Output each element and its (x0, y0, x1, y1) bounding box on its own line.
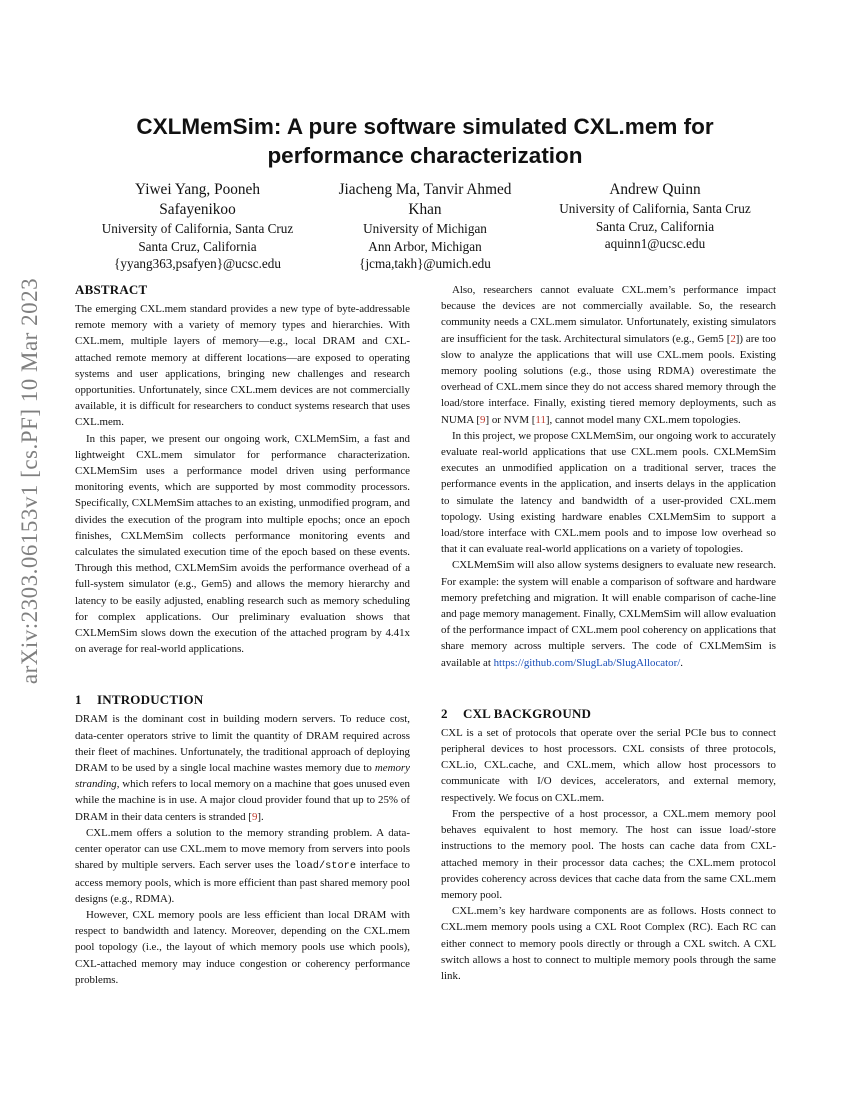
author-email: {yyang363,psafyen}@ucsc.edu (114, 256, 281, 271)
text-run: CXL.mem offers a solution to the memory stranding problem. A data-center operator can use CXL.mem to move memory from servers into pools shared by multiple servers. Each server uses the (75, 826, 410, 872)
text-run: ]. (257, 810, 264, 823)
section-title: CXL BACKGROUND (463, 705, 592, 721)
paper-title (75, 112, 775, 170)
text-run: ], cannot model many CXL.mem topologies. (545, 413, 741, 426)
section-heading-cxl-background (441, 706, 776, 722)
text-run: interface to access memory pools, which is more efficient than past shared memory pool designs (e.g., RDMA). (75, 859, 410, 905)
author-block-2 (305, 180, 545, 273)
author-email: aquinn1@ucsc.edu (604, 236, 706, 251)
background-paragraph: CXL.mem’s key hardware components are as follows. Hosts connect to CXL.mem memory pools using a CXL Root Complex (RC). Each RC can either connect to memory pools directly or through a CXL switch. A CXL switch allows a host to connect to multiple memory pools through the same link. (441, 905, 776, 982)
author-affiliation: University of California, Santa Cruz (101, 221, 294, 236)
inline-code: load/store (294, 860, 357, 873)
title-line-2: performance characterization (267, 143, 583, 168)
background-paragraph: From the perspective of a host processor, a CXL.mem memory pool behaves equivalent to host memory. The host can issue load/-store instructions to the memory pool. The hosts can cache data from CXL-attached memory in their processor data caches; the CXL.mem protocol provides coherency across devices that cache data from the same CXL.mem memory pool. (441, 807, 776, 901)
arxiv-id: arXiv:2303.06153v1 [cs.PF] 10 Mar 2023 (17, 277, 43, 685)
author-names: Andrew Quinn (609, 181, 701, 198)
intro-paragraph: However, CXL memory pools are less efficient than local DRAM with respect to bandwidth and latency. Moreover, depending on the CXL.mem pool topology (i.e., the layout of which memory pools use which pools), CXL-attached memory may induce congestion or coherency performance problems. (75, 908, 410, 986)
citation-link[interactable]: 9 (480, 413, 486, 426)
emphasis: memory stranding (75, 762, 410, 791)
text-run: . (680, 656, 683, 669)
text-run: ] or NVM [ (485, 413, 536, 426)
section-title: INTRODUCTION (97, 692, 204, 708)
text-run: DRAM is the dominant cost in building modern servers. To reduce cost, data-center operators strive to limit the quantity of DRAM required across their fleet of machines. Unfortunately, the traditional approach of deploying DRAM to be used by a single local machine wastes memory due to (75, 713, 410, 775)
author-names-cont: Khan (408, 201, 442, 218)
citation-link[interactable]: 9 (251, 810, 258, 823)
title-line-1: CXLMemSim: A pure software simulated CXL.mem for (136, 114, 714, 139)
text-run: CXLMemSim will also allow systems designers to evaluate new research. For example: the system will enable a comparison of software and hardware memory prefetching and migration. It will enable comparison of cache-line and page memory management. Finally, CXLMemSim will allow evaluation of the performance impact of CXL.mem pool coherency on applications that share memory across multiple servers. The code of CXLMemSim is available at (441, 559, 776, 669)
section-number: 2 (441, 705, 448, 721)
intro-paragraph (75, 825, 410, 907)
abstract-paragraph: The emerging CXL.mem standard provides a new type of byte-addressable remote memory with a variety of memory types and hierarchies. With CXL.mem, multiple layers of memory—e.g., local DRAM and CXL-attached remote memory at different locations—are exposed to operating systems and user applications, bringing new challenges and research opportunities. Unfortunately, since CXL.mem devices are not commercially available, it is difficult for researchers to conduct systems research that uses CXL.mem. (75, 303, 410, 429)
author-email: {jcma,takh}@umich.edu (359, 256, 491, 271)
background-paragraph: CXL is a set of protocols that operate over the serial PCIe bus to connect peripheral devices to host processors. CXL consists of three protocols, CXL.io, CXL.cache, and CXL.mem, which allow host processors to communicate with I/O devices, accelerators, and external memory, respectively. We focus on CXL.mem. (441, 726, 776, 804)
text-run: Also, researchers cannot evaluate CXL.mem’s performance impact because the devices are not commercially available. So, the research community needs a CXL.mem simulator. Unfortunately, existing simulators are insufficient for the task. Architectural simulators (e.g., Gem5 [ (441, 284, 776, 345)
author-block-1 (70, 180, 325, 273)
author-names: Yiwei Yang, Pooneh (135, 181, 260, 198)
citation-link[interactable]: 11 (535, 413, 546, 426)
author-affiliation: University of California, Santa Cruz (559, 201, 751, 216)
intro-paragraph (441, 557, 776, 670)
text-run: , which refers to local memory on a machine that goes unused even while the machine is in use. A major cloud provider found that up to 25% of DRAM in their data centers is stranded [ (75, 778, 410, 823)
author-names-cont: Safayenikoo (159, 201, 236, 218)
author-names: Jiacheng Ma, Tanvir Ahmed (338, 181, 512, 198)
author-block-3 (530, 180, 780, 253)
abstract-paragraph: In this paper, we present our ongoing work, CXLMemSim, a fast and lightweight CXL.mem simulator for performance characterization. CXLMemSim uses a performance model driven using performance monitoring events, which are supported by most commodity processors. Specifically, CXLMemSim attaches to an existing, unmodified program, and divides the execution of the program into multiple epochs; once an epoch finishes, CXLMemSim collects performance monitoring events and calculates the simulated execution time of the epoch based on these events. Through this method, CXLMemSim avoids the performance overhead of a full-system simulator (e.g., Gem5) and allows the memory hierarchy and latency to be easily adjusted, enabling research such as memory scheduling for complex applications. Our preliminary evaluation shows that CXLMemSim slows down the execution of the attached program by 4.41x on average for real-world applications. (75, 432, 410, 656)
intro-paragraph: In this project, we propose CXLMemSim, our ongoing work to accurately evaluate real-world applications that use CXL.mem pools. CXLMemSim executes an unmodified application on a traditional server, traces the performance events in the application, and inserts delays in the application to simulate the latency and bandwidth of a user-provided CXL.mem topology. Using existing hardware enables CXLMemSim to support a load/store interface with CXL.mem pools and to impose low overhead so that it can evaluate real-world applications on a variety of topologies. (441, 429, 776, 556)
intro-paragraph (441, 282, 776, 428)
author-affiliation: University of Michigan (363, 221, 487, 236)
author-location: Santa Cruz, California (138, 238, 257, 254)
citation-link[interactable]: 2 (730, 332, 736, 345)
left-column (75, 282, 410, 988)
intro-paragraph (75, 711, 410, 824)
author-location: Santa Cruz, California (595, 218, 715, 234)
abstract-heading: ABSTRACT (75, 282, 148, 297)
arxiv-stamp (8, 277, 52, 685)
code-url-link[interactable]: https://github.com/SlugLab/SlugAllocator/ (493, 656, 681, 669)
section-heading-introduction (75, 692, 410, 708)
author-location: Ann Arbor, Michigan (368, 238, 482, 254)
section-number: 1 (75, 692, 82, 708)
text-run: ]) are too slow to analyze the applications that will use CXL.mem pools. Existing memory pooling solutions (e.g., those using RDMA) overestimate the overhead of CXL.mem since they do not access shared memory through the load/store interface. Finally, existing tiered memory deployments, such as NUMA [ (441, 332, 776, 426)
right-column (441, 282, 776, 984)
